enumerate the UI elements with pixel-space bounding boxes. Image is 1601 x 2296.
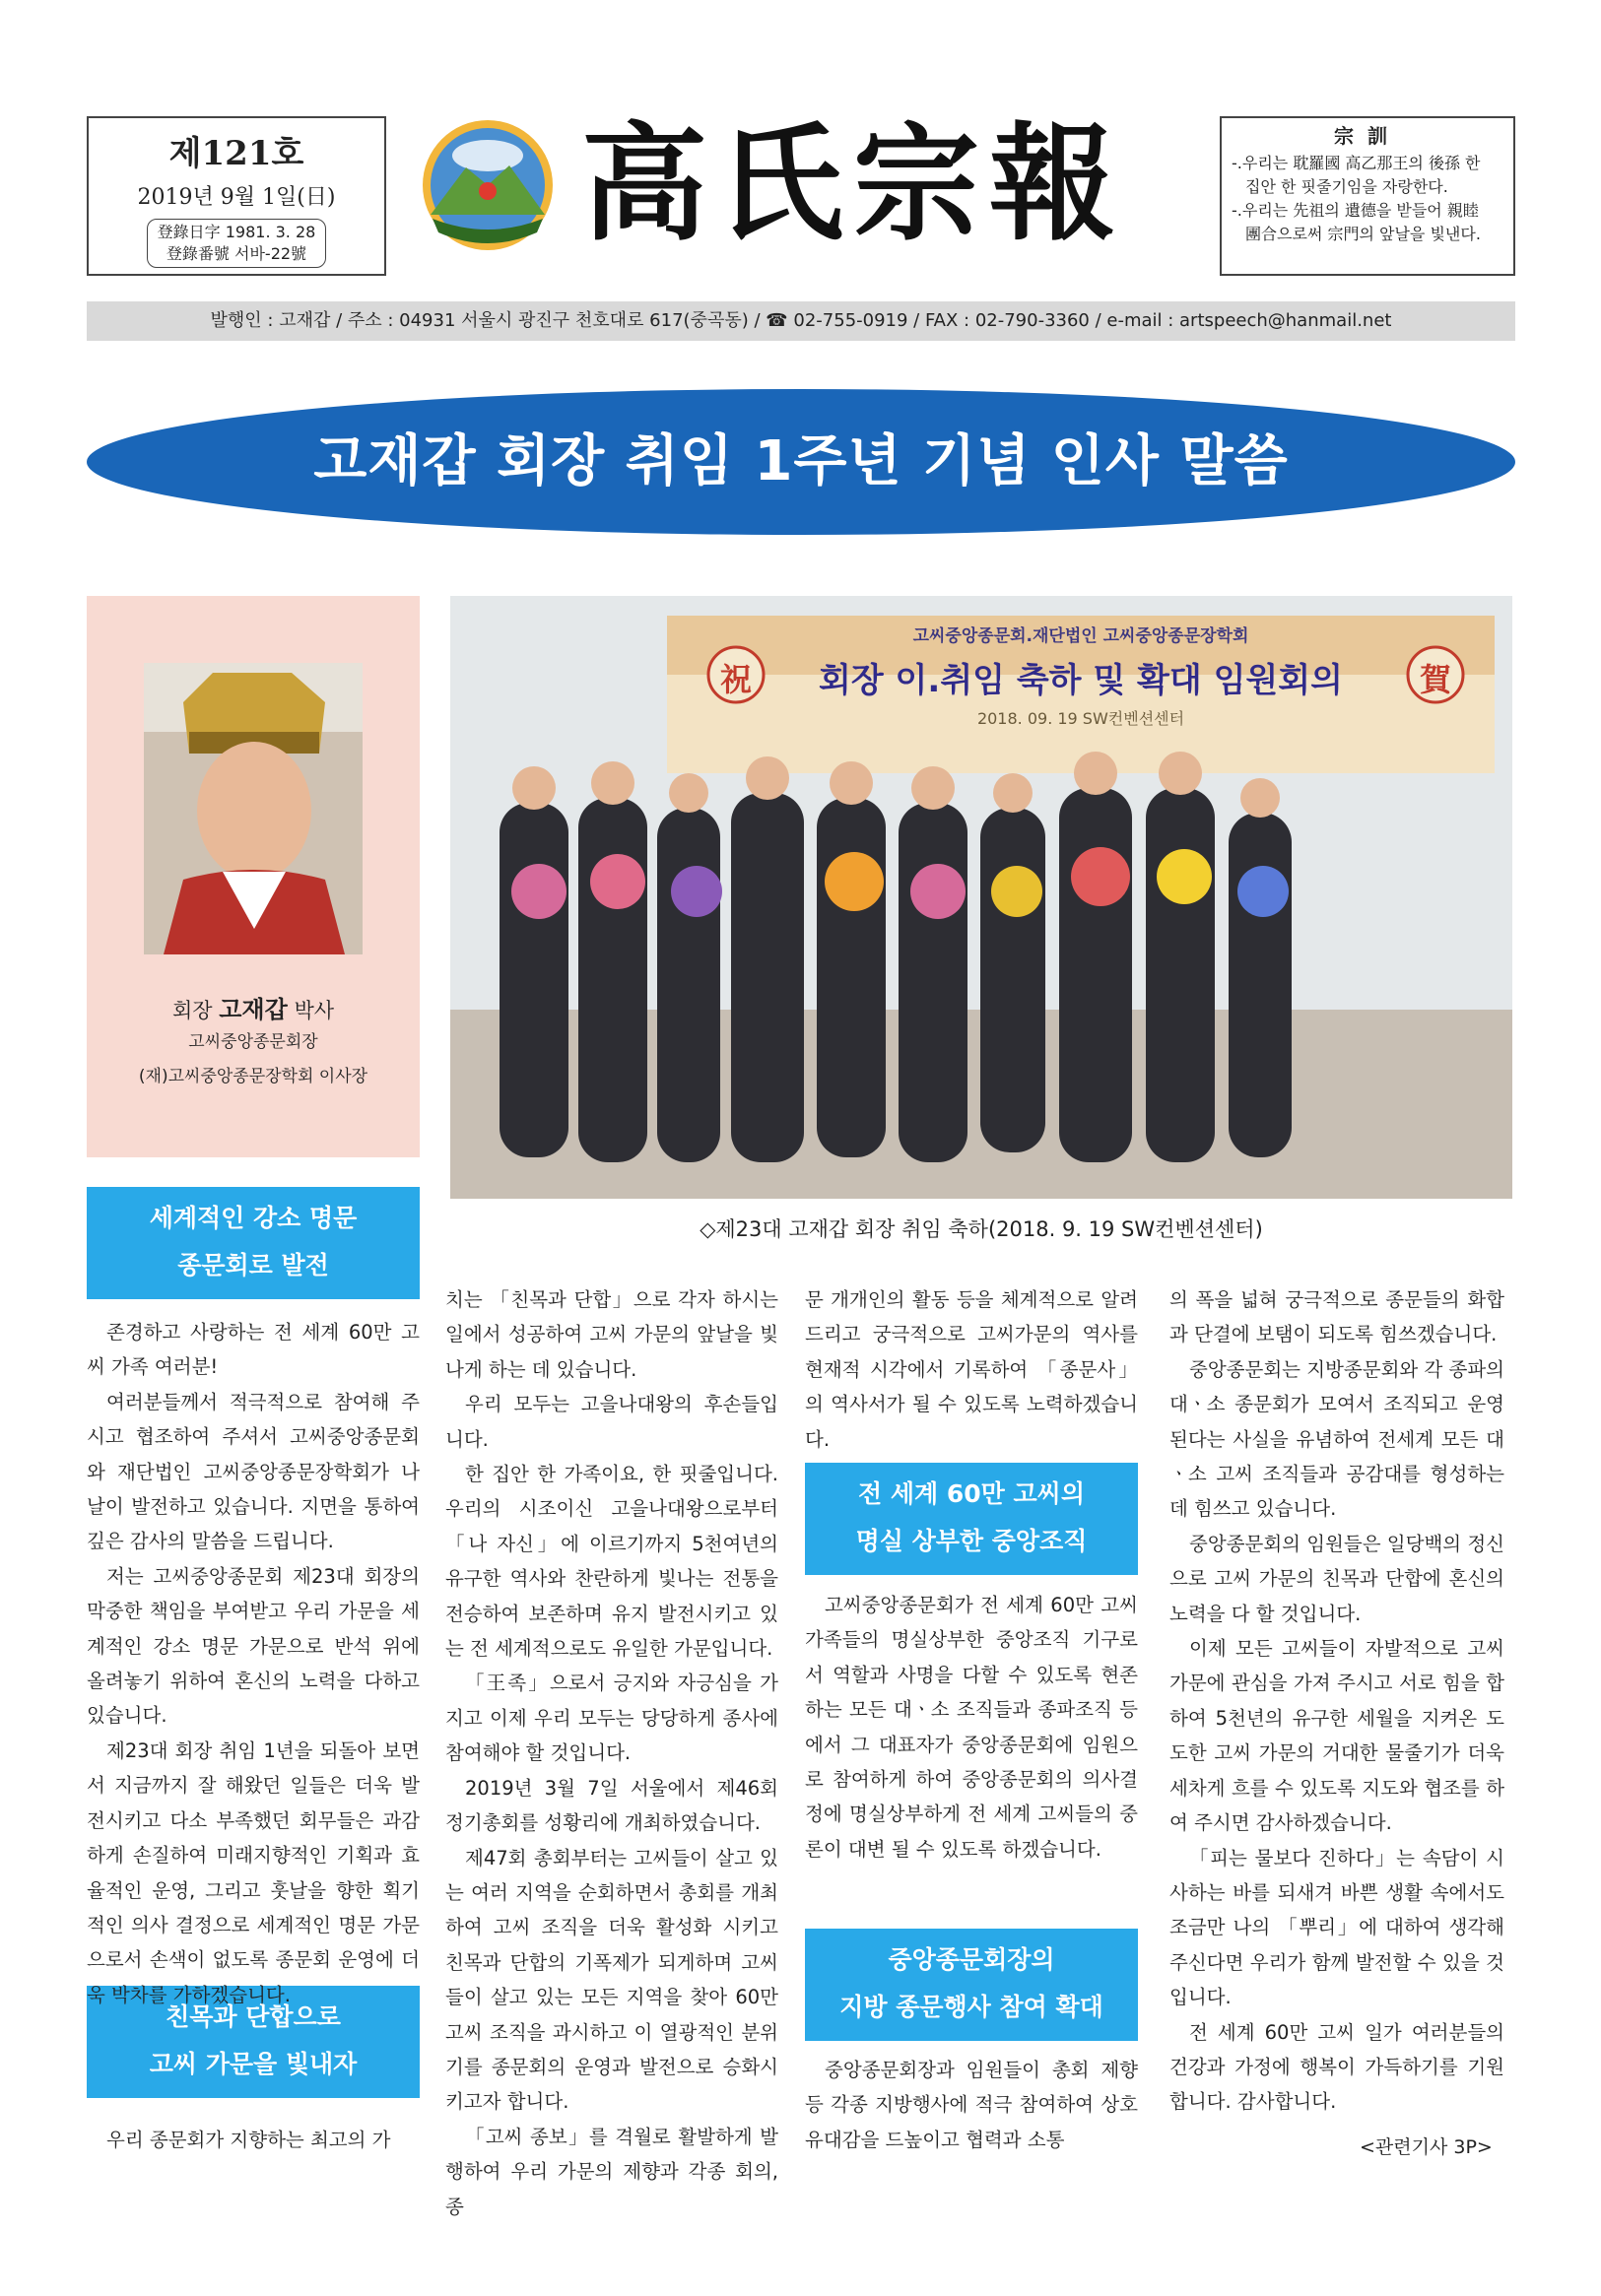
profile-position-1: 고씨중앙종문회장 [188, 1032, 318, 1052]
section-heading [805, 1929, 1138, 2041]
body-paragraph: 한 집안 한 가족이요, 한 핏줄입니다. 우리의 시조이신 고을나대왕으로부터 「나 자신」에 이르기까지 5천여년의 유구한 역사와 찬란하게 빛나는 전통을 전승하여 보존하며 유지 발전시키고 있는 전 세계적으로도 유일한 가문입니다. [445, 1463, 778, 1661]
body-column-1 [87, 1315, 420, 2012]
body-paragraph: 고씨중앙종문회가 전 세계 60만 고씨 가족들의 명실상부한 중앙조직 기구로서 역할과 사명을 다할 수 있도록 현존하는 모든 대ㆍ소 조직들과 종파조직 등에서 그 대표자가 중앙종문회에 임원으로 참여하게 하여 중앙종문회의 의사결정에 명실상부하게 전 세계 고씨들의 중론이 대변 될 수 있도록 하겠습니다. [805, 1594, 1138, 1861]
body-paragraph: 「고씨 종보」를 격월로 활발하게 발행하여 우리 가문의 제향과 각종 회의, 종 [445, 2125, 778, 2218]
profile-position-2: (재)고씨중앙종문장학회 이사장 [138, 1067, 368, 1086]
body-column-1-tail [87, 2123, 420, 2157]
clan-emblem-logo [419, 116, 557, 254]
body-paragraph: 중앙종문회장과 임원들이 총회 제향 등 각종 지방행사에 적극 참여하여 상호 유대감을 드높이고 협력과 소통 [805, 2059, 1138, 2151]
body-column-3-top [805, 1282, 1138, 1457]
photo-banner-date: 2018. 09. 19 SW컨벤션센터 [976, 709, 1185, 728]
issue-number: 제121호 [168, 134, 304, 173]
photo-banner-left-char: 祝 [719, 661, 752, 698]
body-paragraph: 전 세계 60만 고씨 일가 여러분들의 건강과 가정에 행복이 가득하기를 기원합니다. 감사합니다. [1169, 2020, 1504, 2114]
issue-info-box [87, 116, 386, 276]
section-heading-line: 친목과 단합으로 [166, 2002, 341, 2031]
section-heading [805, 1463, 1138, 1575]
body-paragraph: 의 폭을 넓혀 궁극적으로 종문들의 화합과 단결에 보탬이 되도록 힘쓰겠습니다. [1169, 1288, 1504, 1346]
section-heading [87, 1187, 420, 1299]
body-column-4 [1169, 1282, 1504, 2120]
body-paragraph: 이제 모든 고씨들이 자발적으로 고씨 가문에 관심을 가져 주시고 서로 힘을 합하여 5천년의 유구한 세월을 지켜온 도도한 고씨 가문의 거대한 물줄기가 더욱 세차게 흐를 수 있도록 지도와 협조를 하여 주시면 감사하겠습니다. [1169, 1637, 1504, 1835]
photo-caption: ◇제23대 고재갑 회장 취임 축하(2018. 9. 19 SW컨벤션센터) [700, 1217, 1263, 1241]
section-heading-line: 전 세계 60만 고씨의 [858, 1479, 1085, 1508]
section-heading-line: 종문회로 발전 [177, 1251, 329, 1279]
photo-banner-top: 고씨중앙종문회.재단법인 고씨중앙종문장학회 [912, 626, 1249, 646]
body-column-2 [445, 1282, 778, 2224]
profile-name: 고재갑 [219, 996, 288, 1023]
chairman-portrait [144, 663, 363, 954]
body-paragraph: 저는 고씨중앙종문회 제23대 회장의 막중한 책임을 부여받고 우리 가문을 세계적인 강소 명문 가문으로 반석 위에 올려놓기 위하여 혼신의 노력을 다하고 있습니다. [87, 1564, 420, 1728]
section-heading-line: 고씨 가문을 빛내자 [149, 2050, 358, 2078]
motto-title: 宗訓 [1334, 124, 1401, 148]
registration-number: 登錄番號 서바-22號 [166, 244, 307, 263]
profile-title-suffix: 박사 [294, 999, 335, 1022]
registration-info [147, 219, 327, 268]
profile-name-line [87, 990, 420, 1024]
body-paragraph: 우리 종문회가 지향하는 최고의 가 [106, 2129, 391, 2151]
main-headline: 고재갑 회장 취임 1주년 기념 인사 말씀 [87, 389, 1515, 535]
motto-line: 집안 한 핏줄기임을 자랑한다. [1245, 177, 1448, 196]
body-paragraph: 문 개개인의 활동 등을 체계적으로 알려드리고 궁극적으로 고씨가문의 역사를 현재적 시각에서 기록하여 「종문사」의 역사서가 될 수 있도록 노력하겠습니다. [805, 1288, 1138, 1451]
section-heading-line: 명실 상부한 중앙조직 [855, 1527, 1088, 1555]
body-paragraph: 존경하고 사랑하는 전 세계 60만 고씨 가족 여러분! [87, 1321, 420, 1379]
registration-date: 登錄日字 1981. 3. 28 [157, 223, 316, 241]
body-column-3-mid [805, 1588, 1138, 1867]
section-heading-line: 지방 종문행사 참여 확대 [839, 1993, 1103, 2021]
body-paragraph: 여러분들께서 적극적으로 참여해 주시고 협조하여 주셔서 고씨중앙종문회와 재단법인 고씨중앙종문장학회가 나날이 발전하고 있습니다. 지면을 통하여 깊은 감사의 말씀을 드립니다. [87, 1390, 420, 1553]
body-paragraph: 중앙종문회의 임원들은 일당백의 정신으로 고씨 가문의 친목과 단합에 혼신의 노력을 다 할 것입니다. [1169, 1532, 1504, 1625]
section-heading-line: 세계적인 강소 명문 [149, 1204, 358, 1232]
body-paragraph: 제47회 총회부터는 고씨들이 살고 있는 여러 지역을 순회하면서 총회를 개최하여 고씨 조직을 더욱 활성화 시키고 친목과 단합의 기폭제가 되게하며 고씨들이 살고 있는 모든 지역을 찾아 60만 고씨 조직을 과시하고 이 열광적인 분위기를 종문회의 운영과 발전으로 승화시키고자 합니다. [445, 1846, 778, 2114]
motto-line: -.우리는 先祖의 遺德을 받들어 親睦 [1232, 201, 1479, 220]
body-paragraph: 「王족」으로서 긍지와 자긍심을 가지고 이제 우리 모두는 당당하게 종사에 참여해야 할 것입니다. [445, 1672, 778, 1765]
motto-line: 團合으로써 宗門의 앞날을 빛낸다. [1245, 225, 1481, 243]
newspaper-title: 高氏宗報 [581, 110, 1126, 258]
related-article-note: <관련기사 3P> [1360, 2136, 1493, 2158]
profile-title-prefix: 회장 [171, 999, 213, 1022]
body-paragraph: 2019년 3월 7일 서울에서 제46회 정기총회를 성황리에 개최하였습니다. [445, 1776, 778, 1835]
body-column-3-bottom [805, 2053, 1138, 2157]
photo-banner-right-char: 賀 [1419, 661, 1451, 698]
group-photo [450, 596, 1512, 1199]
issue-date: 2019년 9월 1일(日) [137, 185, 336, 210]
body-paragraph: 「피는 물보다 진하다」는 속담이 시사하는 바를 되새겨 바쁜 생활 속에서도 조금만 나의 「뿌리」에 대하여 생각해 주신다면 우리가 함께 발전할 수 있을 것입니다. [1169, 1846, 1504, 2009]
publisher-info-bar: 발행인 : 고재갑 / 주소 : 04931 서울시 광진구 천호대로 617(중곡동) / ☎ 02-755-0919 / FAX : 02-790-3360 / e-mail : artspeech@hanmail.net [87, 301, 1515, 341]
photo-banner-main: 회장 이.취임 축하 및 확대 임원회의 [819, 661, 1343, 700]
body-paragraph: 중앙종문회는 지방종문회와 각 종파의 대ㆍ소 종문회가 모여서 조직되고 운영된다는 사실을 유념하여 전세계 모든 대ㆍ소 고씨 조직들과 공감대를 형성하는 데 힘쓰고 있습니다. [1169, 1357, 1504, 1521]
body-paragraph: 우리 모두는 고을나대왕의 후손들입니다. [445, 1393, 778, 1451]
clan-motto-box [1220, 116, 1515, 276]
body-paragraph: 치는 「친목과 단합」으로 각자 하시는 일에서 성공하여 고씨 가문의 앞날을 빛나게 하는 데 있습니다. [445, 1288, 778, 1381]
motto-line: -.우리는 耽羅國 高乙那王의 後孫 한 [1232, 154, 1481, 172]
section-heading-line: 중앙종문회장의 [888, 1945, 1055, 1974]
body-paragraph: 제23대 회장 취임 1년을 되돌아 보면서 지금까지 잘 해왔던 일들은 더욱 발전시키고 다소 부족했던 회무들은 과감하게 손질하여 미래지향적인 기획과 효율적인 운영, 그리고 훗날을 향한 획기적인 의사 결정으로 세계적인 명문 가문으로서 손색이 없도록 종문회 운영에 더욱 박차를 가하겠습니다. [87, 1738, 420, 2006]
